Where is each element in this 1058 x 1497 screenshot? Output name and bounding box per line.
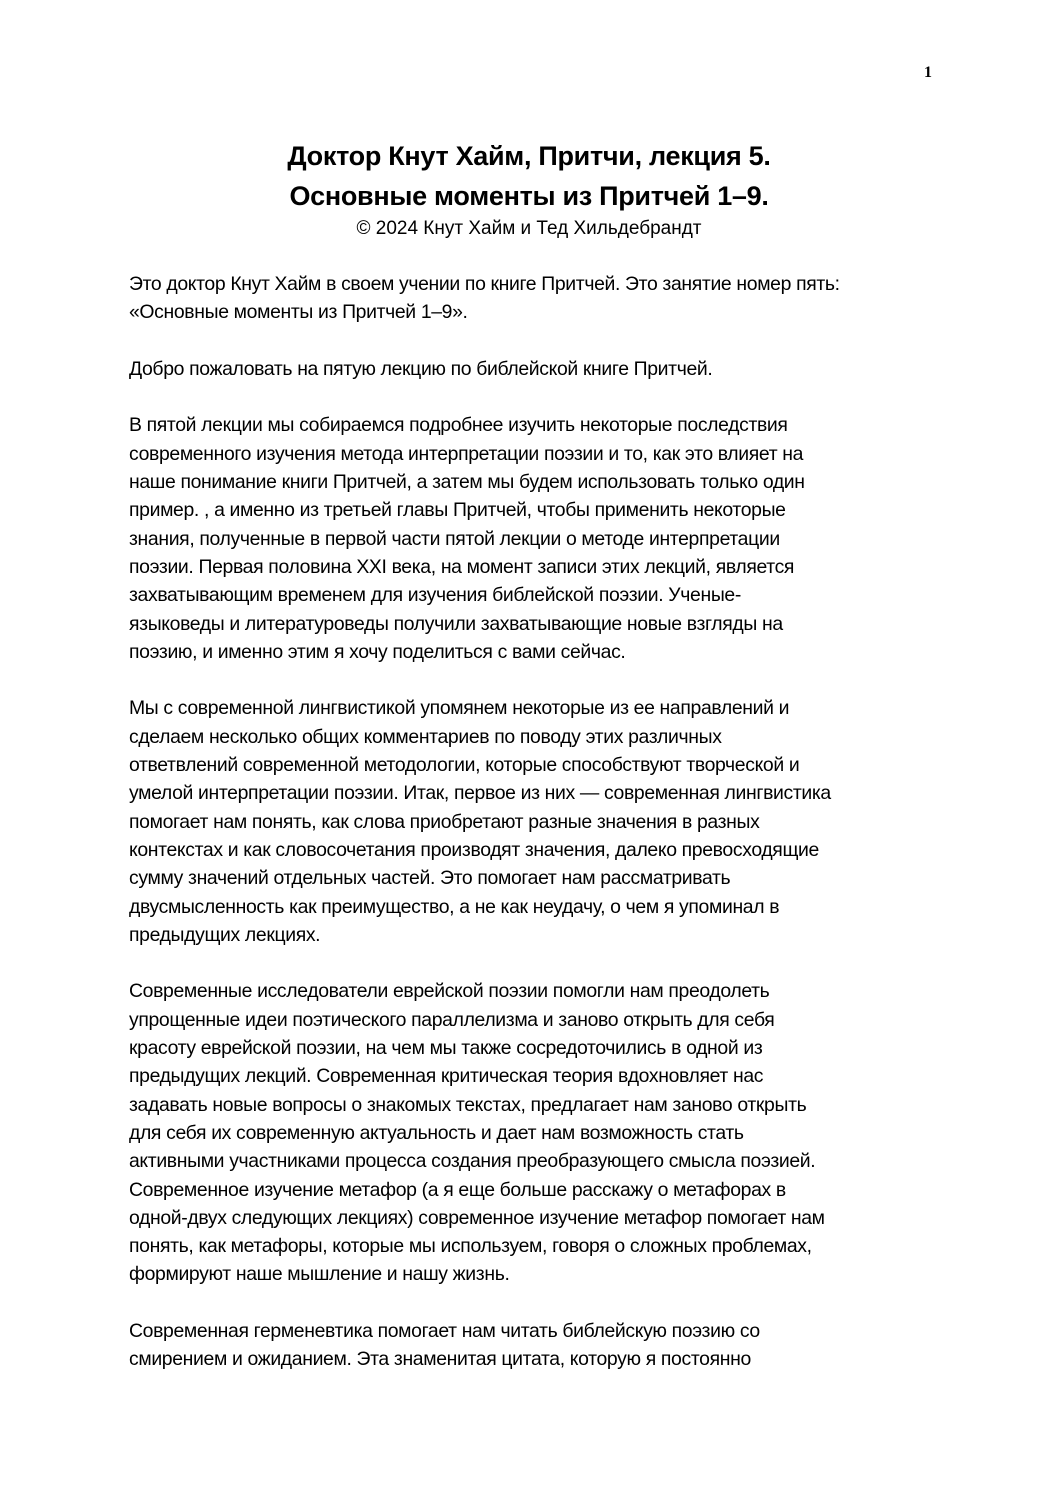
paragraph-line: языковеды и литературоведы получили захватывающие новые взгляды на xyxy=(129,612,783,635)
paragraph-line: формируют наше мышление и нашу жизнь. xyxy=(129,1263,510,1286)
paragraph-line: Мы с современной лингвистикой упомянем некоторые из ее направлений и xyxy=(129,697,790,720)
paragraph-line: поэзию, и именно этим я хочу поделиться с вами сейчас. xyxy=(129,640,626,663)
paragraph-line: поэзии. Первая половина XXI века, на момент записи этих лекций, является xyxy=(129,555,795,578)
paragraph-line: задавать новые вопросы о знакомых текстах, предлагает нам заново открыть xyxy=(129,1093,807,1116)
paragraph xyxy=(129,694,929,949)
paragraph-line: Современное изучение метафор (а я еще больше расскажу о метафорах в xyxy=(129,1178,786,1201)
paragraph-line: современного изучения метода интерпретации поэзии и то, как это влияет на xyxy=(129,442,804,465)
paragraph-line: Это доктор Кнут Хайм в своем учении по книге Притчей. Это занятие номер пять: xyxy=(129,273,840,295)
page-number: 1 xyxy=(924,64,932,81)
copyright-notice: © 2024 Кнут Хайм и Тед Хильдебрандт xyxy=(356,218,702,239)
paragraph-line: знания, полученные в первой части пятой лекции о методе интерпретации xyxy=(129,527,780,550)
title-block xyxy=(0,136,1058,242)
paragraph-line: ответвлений современной методологии, которые способствуют творческой и xyxy=(129,754,800,777)
paragraph-line: сумму значений отдельных частей. Это помогает нам рассматривать xyxy=(129,867,731,890)
paragraph-line: смирением и ожиданием. Эта знаменитая цитата, которую я постоянно xyxy=(129,1348,751,1371)
paragraph-line: контекстах и как словосочетания производят значения, далеко превосходящие xyxy=(129,838,819,861)
paragraph-line: Современная герменевтика помогает нам читать библейскую поэзию со xyxy=(129,1319,760,1342)
paragraph-line: предыдущих лекциях. xyxy=(129,923,321,946)
paragraph-line: захватывающим временем для изучения библейской поэзии. Ученые- xyxy=(129,584,741,607)
paragraph-line: Современные исследователи еврейской поэзии помогли нам преодолеть xyxy=(129,980,770,1003)
paragraph-line: одной-двух следующих лекциях) современное изучение метафор помогает нам xyxy=(129,1206,825,1229)
paragraph-line: умелой интерпретации поэзии. Итак, первое из них — современная лингвистика xyxy=(129,782,831,805)
paragraph-line: пример. , а именно из третьей главы Притчей, чтобы применить некоторые xyxy=(129,499,786,522)
paragraph-line: понять, как метафоры, которые мы используем, говоря о сложных проблемах, xyxy=(129,1235,812,1258)
paragraph-line: сделаем несколько общих комментариев по поводу этих различных xyxy=(129,725,722,748)
document-title-line-2: Основные моменты из Притчей 1–9. xyxy=(289,181,769,211)
paragraph-line: Добро пожаловать на пятую лекцию по библейской книге Притчей. xyxy=(129,357,713,380)
paragraph-line: В пятой лекции мы собираемся подробнее изучить некоторые последствия xyxy=(129,414,788,437)
paragraph xyxy=(129,411,929,666)
paragraph-line: наше понимание книги Притчей, а затем мы будем использовать только один xyxy=(129,471,805,494)
paragraph-line: упрощенные идеи поэтического параллелизма и заново открыть для себя xyxy=(129,1008,775,1031)
document-title-line-1: Доктор Кнут Хайм, Притчи, лекция 5. xyxy=(287,141,771,171)
paragraph-line: красоту еврейской поэзии, на чем мы также сосредоточились в одной из xyxy=(129,1037,763,1060)
paragraph xyxy=(129,270,929,327)
paragraph-line: предыдущих лекций. Современная критическая теория вдохновляет нас xyxy=(129,1065,764,1088)
paragraph-line: «Основные моменты из Притчей 1–9». xyxy=(129,301,468,324)
paragraph xyxy=(129,355,929,383)
paragraph-line: помогает нам понять, как слова приобретают разные значения в разных xyxy=(129,810,760,833)
paragraph-line: активными участниками процесса создания преобразующего смысла поэзией. xyxy=(129,1150,816,1173)
paragraph-line: двусмысленность как преимущество, а не как неудачу, о чем я упоминал в xyxy=(129,895,780,918)
paragraph xyxy=(129,977,929,1288)
document-body xyxy=(129,270,929,1402)
paragraph xyxy=(129,1317,929,1374)
paragraph-line: для себя их современную актуальность и дает нам возможность стать xyxy=(129,1121,744,1144)
